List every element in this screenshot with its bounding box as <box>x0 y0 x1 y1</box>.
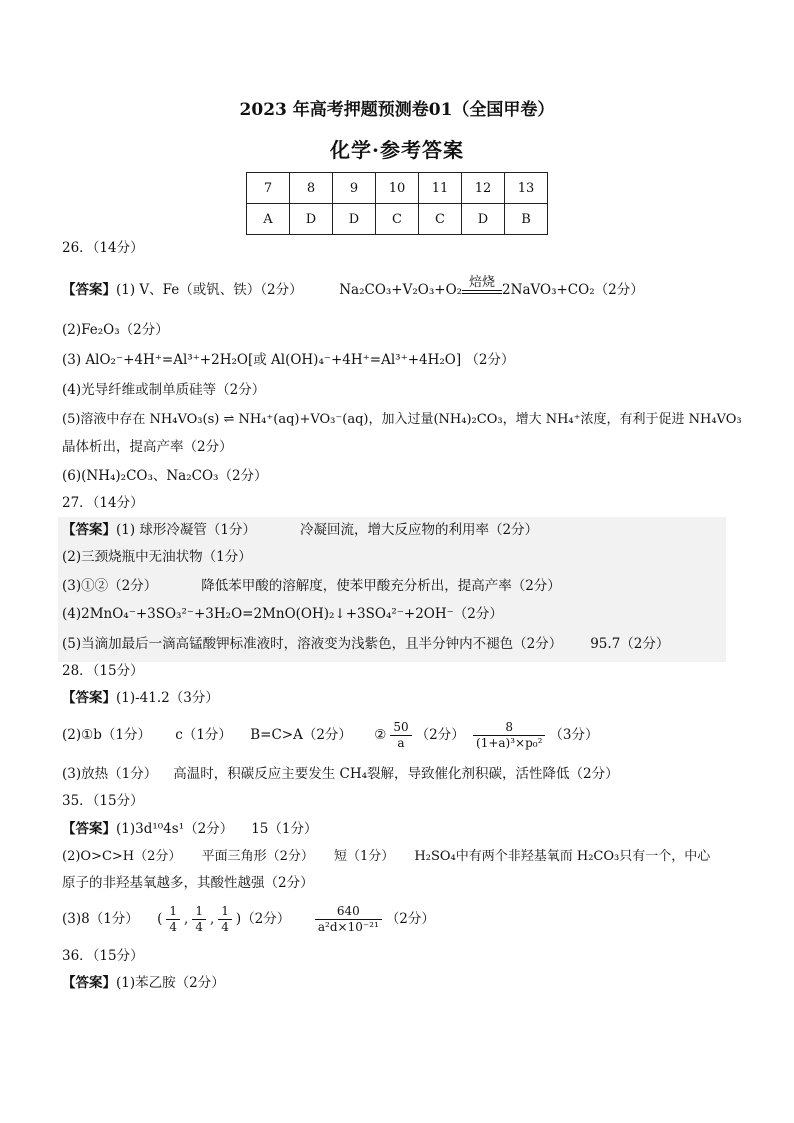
q28-header: 28．（15分） <box>62 663 144 679</box>
q26-header: 26．（14分） <box>62 240 144 256</box>
multiple-choice-answer-table <box>246 172 548 235</box>
q28-a2-part: ② <box>374 727 387 743</box>
answer-tag: 【答案】 <box>62 690 116 706</box>
q35-answer-3: (3)8（1分） ( $\frac{1}{4}$ , $\frac{1}{4}$ , $\frac{1}{4}$ )（2分） $\frac{640}{\text{a²d×10⁻²¹}}$ （2分） <box>62 904 435 934</box>
table-cell: 13 <box>505 173 548 204</box>
table-cell: D <box>462 204 505 235</box>
answer-tag: 【答案】 <box>62 821 116 837</box>
q28-a2-part: c（1分） <box>175 727 232 743</box>
q27-a3b: 降低苯甲酸的溶解度，使苯甲酸充分析出，提高产率（2分） <box>201 578 561 594</box>
reaction-condition-label: 焙烧 <box>469 275 496 290</box>
q27-a2: (2)三颈烧瓶中无油状物（1分） <box>62 549 252 565</box>
q35-a2-part: 短（1分） <box>333 849 395 864</box>
q27-a3a: (3)①②（2分） <box>62 578 158 594</box>
q27-a1b: 冷凝回流，增大反应物的利用率（2分） <box>300 522 539 538</box>
fraction: $\frac{1}{4}$ <box>166 904 180 935</box>
q35-answer-1 <box>62 819 317 839</box>
table-cell: 12 <box>462 173 505 204</box>
q35-a1a: (1)3d¹⁰4s¹（2分） <box>116 821 234 837</box>
table-cell: 7 <box>247 173 290 204</box>
table-cell: 9 <box>333 173 376 204</box>
q28-answer-3 <box>62 764 619 784</box>
q35-a2-part: H₂SO₄中有两个非羟基氧而 H₂CO₃只有一个，中心 <box>414 849 711 864</box>
fraction: $\frac{640}{\text{a²d×10⁻²¹}}$ <box>315 904 382 935</box>
q28-answer-2 <box>62 718 598 752</box>
answer-tag: 【答案】 <box>62 975 116 991</box>
table-cell: 11 <box>419 173 462 204</box>
answer-tag: 【答案】 <box>62 522 116 538</box>
question-number-row <box>247 173 548 204</box>
fraction: $\frac{1}{4}$ <box>192 904 206 935</box>
table-cell: D <box>290 204 333 235</box>
q35-header: 35．（15分） <box>62 793 144 809</box>
q35-a2-part: 平面三角形（2分） <box>201 849 314 864</box>
table-cell: 8 <box>290 173 333 204</box>
q26-answer-1 <box>62 275 644 300</box>
page-subtitle: 化学·参考答案 <box>330 138 464 162</box>
fraction: $\frac{1}{4}$ <box>218 904 232 935</box>
q27-a5b: 95.7（2分） <box>590 636 670 652</box>
table-cell: B <box>505 204 548 235</box>
q27-a5a: (5)当滴加最后一滴高锰酸钾标准液时，溶液变为浅紫色，且半分钟内不褪色（2分） <box>62 636 563 652</box>
q36-header: 36．（15分） <box>62 948 144 964</box>
q27-header: 27．（14分） <box>62 495 144 511</box>
answer-row <box>247 204 548 235</box>
table-cell: C <box>419 204 462 235</box>
q26-a2: (2)Fe₂O₃（2分） <box>62 322 169 338</box>
q28-a3b: 高温时，积碳反应主要发生 CH₄裂解，导致催化剂积碳，活性降低（2分） <box>173 766 619 782</box>
table-cell: 10 <box>376 173 419 204</box>
score-label: （2分） <box>415 727 465 743</box>
q35-answer-2-line1 <box>62 847 710 867</box>
answer-tag: 【答案】 <box>62 282 116 298</box>
q26-a1: (1) V、Fe（或钒、铁）（2分） <box>116 282 303 298</box>
q26-a4: (4)光导纤维或制单质硅等（2分） <box>62 382 266 398</box>
q26-a6: (6)(NH₄)₂CO₃、Na₂CO₃（2分） <box>62 468 268 484</box>
page-title: 2023 年高考押题预测卷01（全国甲卷） <box>239 100 555 120</box>
q26-equation-right: 2NaVO₃+CO₂（2分） <box>502 282 644 298</box>
table-cell: A <box>247 204 290 235</box>
fraction: $\frac{50}{a}$ <box>390 720 411 751</box>
q35-a3a: (3)8（1分） <box>62 911 139 927</box>
q27-answer-5 <box>62 634 669 654</box>
q27-a1a: (1) 球形冷凝管（1分） <box>116 522 257 538</box>
coordinate-open: ( <box>157 911 163 927</box>
score-label: （2分） <box>385 911 435 927</box>
table-cell: C <box>376 204 419 235</box>
q35-a1b: 15（1分） <box>251 821 318 837</box>
fraction: $\frac{8}{\text{(1+a)³×p₀²}}$ <box>473 720 545 751</box>
score-label: （2分） <box>241 911 291 927</box>
q26-equation-left: Na₂CO₃+V₂O₃+O₂ <box>339 282 463 298</box>
coordinate-close: ) <box>235 911 242 927</box>
q36-a1: (1)苯乙胺（2分） <box>116 975 225 991</box>
q28-a1: (1)-41.2（3分） <box>116 690 219 706</box>
q28-a2-part: (2)①b（1分） <box>62 727 151 743</box>
q27-answer-3 <box>62 576 561 596</box>
q26-a5-line2: 晶体析出，提高产率（2分） <box>62 439 233 455</box>
q26-a5-line1: (5)溶液中存在 NH₄VO₃(s) ⇌ NH₄⁺(aq)+VO₃⁻(aq)，加入过量(NH₄)₂CO₃，增大 NH₄⁺浓度，有利于促进 NH₄VO₃ <box>62 412 742 427</box>
q27-a4: (4)2MnO₄⁻+3SO₃²⁻+3H₂O=2MnO(OH)₂↓+3SO₄²⁻+2OH⁻（2分） <box>62 606 503 622</box>
reaction-condition-arrow <box>462 275 502 294</box>
q27-answer-1 <box>62 520 538 540</box>
q26-a3: (3) AlO₂⁻+4H⁺=Al³⁺+2H₂O[或 Al(OH)₄⁻+4H⁺=Al³⁺+4H₂O] （2分） <box>62 352 515 368</box>
q35-a2-line2: 原子的非羟基氧越多，其酸性越强（2分） <box>62 875 314 891</box>
table-cell: D <box>333 204 376 235</box>
score-label: （3分） <box>549 727 599 743</box>
q28-answer-1 <box>62 688 219 708</box>
q28-a3a: (3)放热（1分） <box>62 766 158 782</box>
q35-a2-part: (2)O>C>H（2分） <box>62 849 182 864</box>
q36-answer-1 <box>62 973 225 993</box>
q28-a2-part: B=C>A（2分） <box>250 727 352 743</box>
